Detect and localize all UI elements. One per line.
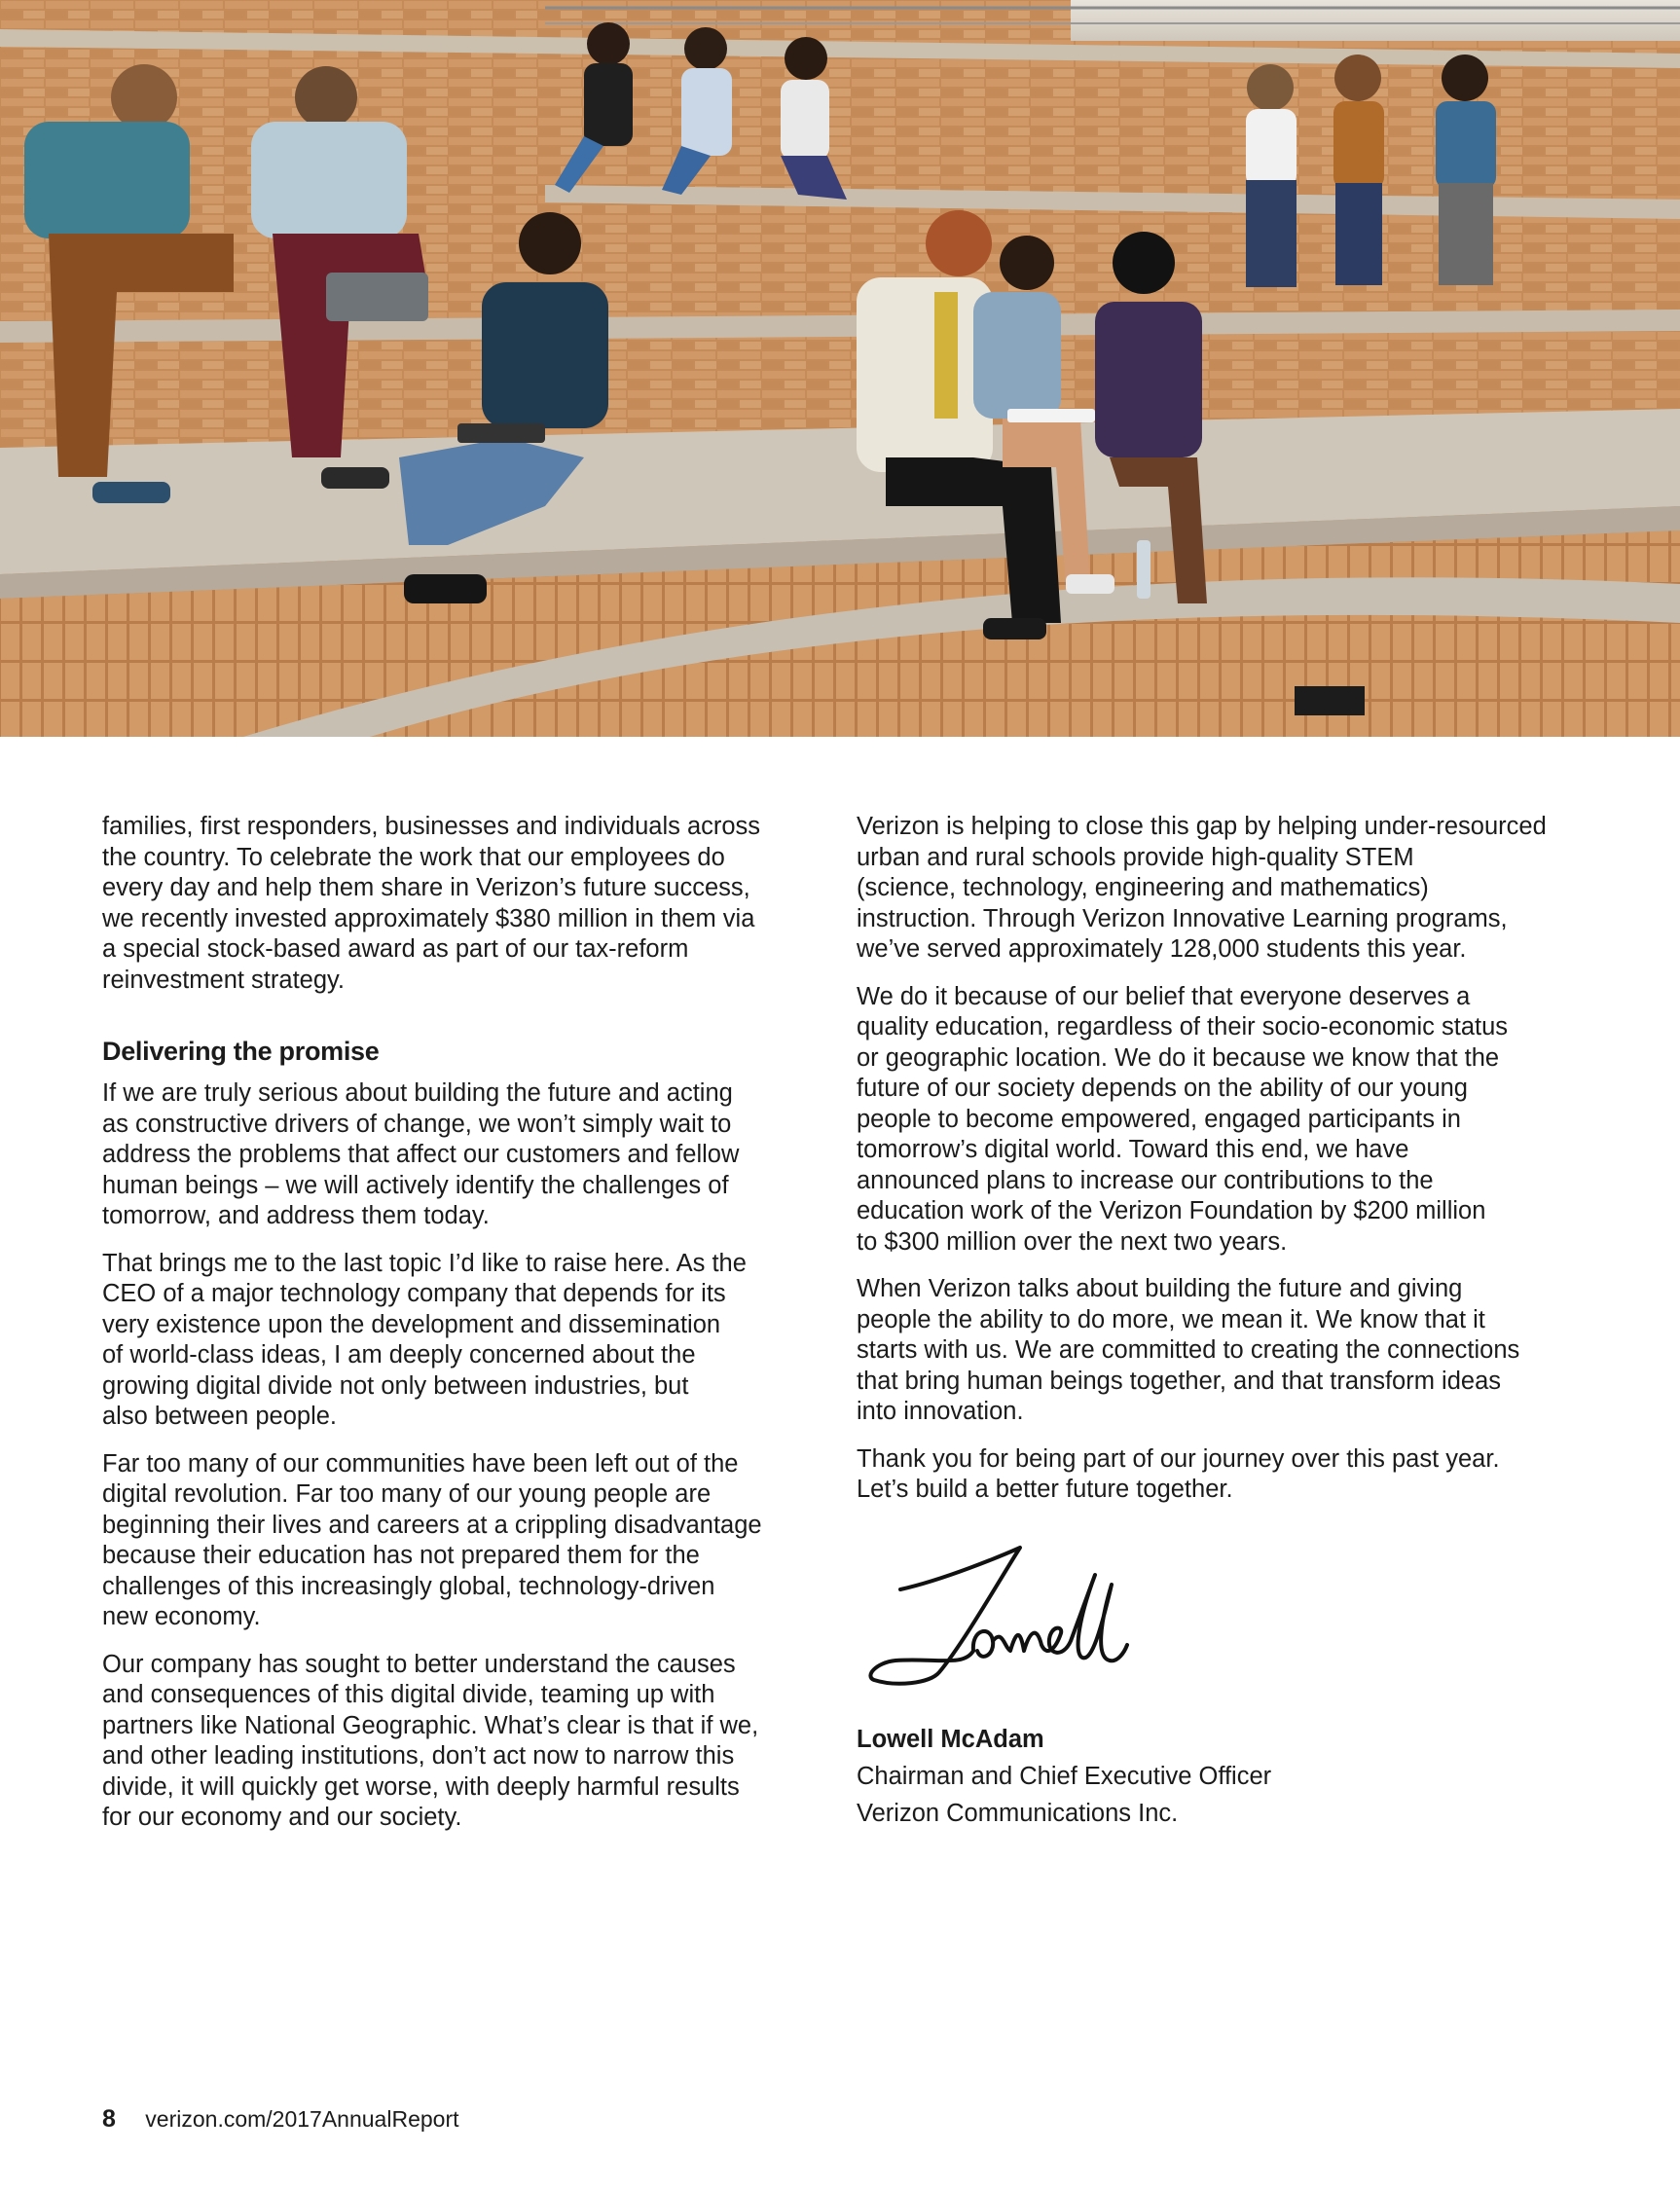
hero-photo (0, 0, 1680, 737)
section-heading: Delivering the promise (102, 1037, 380, 1066)
right-paragraph-1: Verizon is helping to close this gap by helping under-resourced urban and rural schools provide high-quality STEM (science, technology, engineering and mathematics) instruction. Through Verizon Innovative Learning programs, we’ve served approximately 128,000 students this year. (857, 813, 1547, 963)
left-paragraph-5: Our company has sought to better understand the causes and consequences of this digital divide, teaming up with partners like National Geographic. What’s clear is that if we, and other leading institutions, don’t act now to narrow this divide, it will quickly get worse, with deeply harmful results for our economy and our society. (102, 1650, 759, 1831)
signer-name: Lowell McAdam (857, 1726, 1044, 1753)
students-on-brick-steps-illustration (0, 0, 1680, 737)
right-paragraph-3: When Verizon talks about building the future and giving people the ability to do more, we mean it. We know that it starts with us. We are committed to creating the connections that bring human beings together, and that transform ideas into innovation. (857, 1275, 1520, 1425)
left-paragraph-1: families, first responders, businesses and individuals across the country. To celebrate the work that our employees do every day and help them share in Verizon’s future success, we recently invested approximately $380 million in them via a special stock-based award as part of our tax-reform reinvestment strategy. (102, 813, 761, 994)
right-paragraph-2: We do it because of our belief that everyone deserves a quality education, regardless of their socio-economic status or geographic location. We do it because we know that the future of our society depends on the ability of our young people to become empowered, engaged participants in tomorrow’s digital world. Toward this end, we have announced plans to increase our contributions to the education work of the Verizon Foundation by $200 million to $300 million over the next two years. (857, 982, 1509, 1256)
handwritten-signature (857, 1536, 1129, 1692)
left-paragraph-4: Far too many of our communities have been left out of the digital revolution. Far too many of our young people are beginning their lives and careers at a crippling disadvantage because their education has not prepared them for the challenges of this increasingly global, technology-driven new economy. (102, 1449, 762, 1630)
students-top-right-group (1246, 55, 1496, 287)
right-text-column (857, 812, 1587, 1522)
page-number: 8 (102, 2105, 116, 2133)
right-paragraph-4: Thank you for being part of our journey over this past year. Let’s build a better future together. (857, 1444, 1500, 1503)
signer-company: Verizon Communications Inc. (857, 1800, 1179, 1827)
page-footer (102, 2104, 459, 2134)
left-paragraph-2: If we are truly serious about building the future and acting as constructive drivers of change, we won’t simply wait to address the problems that affect our customers and fellow human beings – we will actively identify the challenges of tomorrow, and address them today. (102, 1079, 740, 1229)
left-paragraph-3: That brings me to the last topic I’d like to raise here. As the CEO of a major technology company that depends for its very existence upon the development and dissemination of world-class ideas, I am deeply concerned about the growing digital divide not only between industries, but also between people. (102, 1249, 747, 1430)
footer-url[interactable]: verizon.com/2017AnnualReport (145, 2106, 459, 2132)
left-text-column (102, 812, 813, 1850)
signer-block (857, 1721, 1271, 1832)
signer-title: Chairman and Chief Executive Officer (857, 1763, 1272, 1790)
